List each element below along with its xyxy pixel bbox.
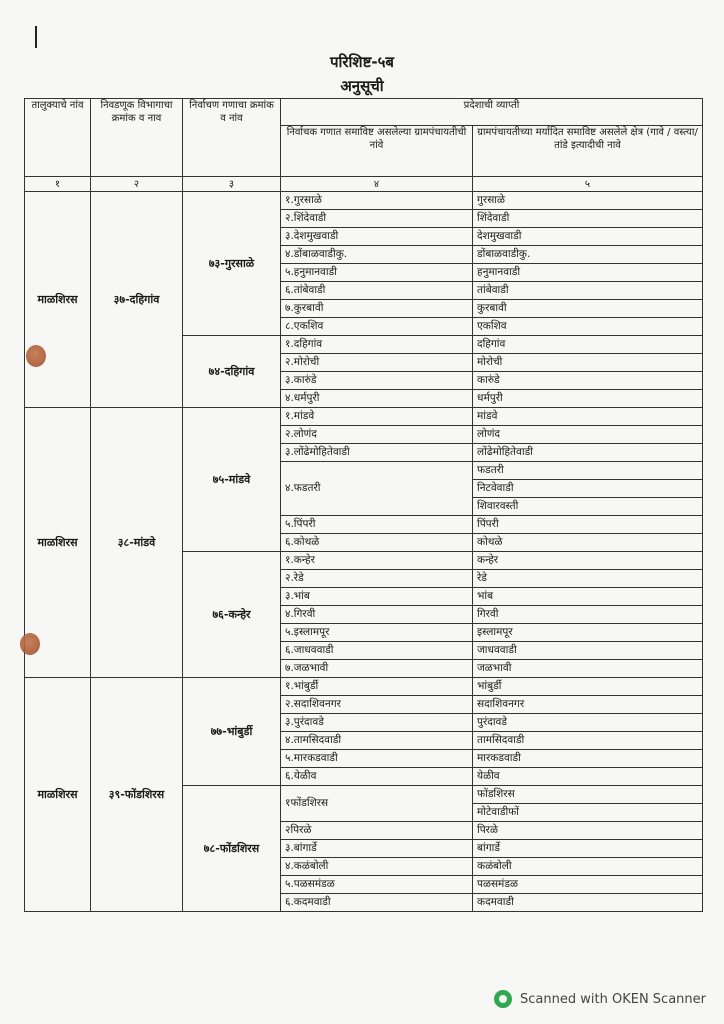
- col-number: ३: [183, 177, 281, 192]
- gram-panchayat-name: ८.एकशिव: [281, 318, 473, 336]
- gram-panchayat-name: ३.भांब: [281, 588, 473, 606]
- area-name: कन्हेर: [473, 552, 703, 570]
- area-name: जळभावी: [473, 660, 703, 678]
- gram-panchayat-name: १.भांबुर्डी: [281, 678, 473, 696]
- area-name: कोथळे: [473, 534, 703, 552]
- gram-panchayat-name: १.दहिगांव: [281, 336, 473, 354]
- gram-panchayat-name: ३.पुरंदावडे: [281, 714, 473, 732]
- gram-panchayat-name: ५.मारकडवाडी: [281, 750, 473, 768]
- area-name: गुरसाळे: [473, 192, 703, 210]
- gram-panchayat-name: ५.इस्लामपूर: [281, 624, 473, 642]
- gram-panchayat-name: १फोंडशिरस: [281, 786, 473, 822]
- area-name: सदाशिवनगर: [473, 696, 703, 714]
- area-name: मांडवे: [473, 408, 703, 426]
- col-number: २: [91, 177, 183, 192]
- taluka-name: माळशिरस: [25, 408, 91, 678]
- area-name: पिरळे: [473, 822, 703, 840]
- scanner-watermark: [494, 990, 706, 1008]
- area-name: दहिगांव: [473, 336, 703, 354]
- table-body: [25, 192, 703, 912]
- area-name: मारकडवाडी: [473, 750, 703, 768]
- col-number: ४: [281, 177, 473, 192]
- gram-panchayat-name: २.लोणंद: [281, 426, 473, 444]
- area-name: इस्लामपूर: [473, 624, 703, 642]
- col-extent-header: प्रदेशाची व्याप्ती: [281, 99, 703, 126]
- gram-panchayat-name: ४.कळंबोली: [281, 858, 473, 876]
- area-name: डोंबाळवाडीकु.: [473, 246, 703, 264]
- gram-panchayat-name: १.मांडवे: [281, 408, 473, 426]
- ward-name: ७७-भांबुर्डी: [183, 678, 281, 786]
- area-name: पिंपरी: [473, 516, 703, 534]
- table-row: [25, 408, 703, 426]
- gram-panchayat-name: ६.जाधववाडी: [281, 642, 473, 660]
- gram-panchayat-name: ४.गिरवी: [281, 606, 473, 624]
- ward-name: ७६-कन्हेर: [183, 552, 281, 678]
- area-name: भांबुर्डी: [473, 678, 703, 696]
- area-name: एकशिव: [473, 318, 703, 336]
- gram-panchayat-name: ३.लोंढेमोहितेवाडी: [281, 444, 473, 462]
- ward-name: ७४-दहिगांव: [183, 336, 281, 408]
- col-area-header: ग्रामपंचायतीच्या मर्यादित समाविष्ट असलेले क्षेत्र (गावे / वस्त्या/तांडे इत्यादीची नावे: [473, 126, 703, 177]
- document-subtitle: अनुसूची: [340, 77, 384, 95]
- table-header: [25, 99, 703, 192]
- area-name: लोणंद: [473, 426, 703, 444]
- division-name: ३९-फोंडशिरस: [91, 678, 183, 912]
- scanner-text: Scanned with OKEN Scanner: [520, 991, 706, 1007]
- gram-panchayat-name: ३.देशमुखवाडी: [281, 228, 473, 246]
- document-title: परिशिष्ट-५ब: [330, 53, 394, 71]
- division-name: ३८-मांडवे: [91, 408, 183, 678]
- gram-panchayat-name: ७.कुरबावी: [281, 300, 473, 318]
- gram-panchayat-name: २.सदाशिवनगर: [281, 696, 473, 714]
- area-name: भांब: [473, 588, 703, 606]
- col-number: १: [25, 177, 91, 192]
- area-name: देशमुखवाडी: [473, 228, 703, 246]
- area-name: शिंदेवाडी: [473, 210, 703, 228]
- area-name: निटवेवाडी: [473, 480, 703, 498]
- col-ward-header: निर्वाचण गणाचा क्रमांक व नांव: [183, 99, 281, 177]
- gram-panchayat-name: ६.तांबेवाडी: [281, 282, 473, 300]
- taluka-name: माळशिरस: [25, 678, 91, 912]
- ward-name: ७३-गुरसाळे: [183, 192, 281, 336]
- area-name: फोंडशिरस: [473, 786, 703, 804]
- area-name: पळसमंडळ: [473, 876, 703, 894]
- area-name: कळंबोली: [473, 858, 703, 876]
- gram-panchayat-name: ४.तामसिदवाडी: [281, 732, 473, 750]
- col-division-header: निवडणूक विभागाचा क्रमांक व नाव: [91, 99, 183, 177]
- gram-panchayat-name: ४.धर्मपुरी: [281, 390, 473, 408]
- col-taluka-header: तालुक्याचे नांव: [25, 99, 91, 177]
- ink-stain: [20, 633, 40, 655]
- area-name: मोटेवाडीफों: [473, 804, 703, 822]
- area-name: लोंढेमोहितेवाडी: [473, 444, 703, 462]
- scanner-logo-icon: [494, 990, 512, 1008]
- ink-stain: [26, 345, 46, 367]
- gram-panchayat-name: २पिरळे: [281, 822, 473, 840]
- gram-panchayat-name: ४.फडतरी: [281, 462, 473, 516]
- area-name: तामसिदवाडी: [473, 732, 703, 750]
- col-number: ५: [473, 177, 703, 192]
- area-name: कुरबावी: [473, 300, 703, 318]
- gram-panchayat-name: ५.पिंपरी: [281, 516, 473, 534]
- gram-panchayat-name: ७.जळभावी: [281, 660, 473, 678]
- area-name: रेडे: [473, 570, 703, 588]
- table-row: [25, 192, 703, 210]
- area-name: गिरवी: [473, 606, 703, 624]
- gram-panchayat-name: ६.कोथळे: [281, 534, 473, 552]
- schedule-table: [24, 98, 703, 912]
- area-name: तांबेवाडी: [473, 282, 703, 300]
- margin-mark: [35, 26, 37, 48]
- gram-panchayat-name: २.शिंदेवाडी: [281, 210, 473, 228]
- gram-panchayat-name: ४.डोंबाळवाडीकु.: [281, 246, 473, 264]
- area-name: जाधववाडी: [473, 642, 703, 660]
- gram-panchayat-name: ६.कदमवाडी: [281, 894, 473, 912]
- gram-panchayat-name: ३.कारुंडे: [281, 372, 473, 390]
- gram-panchayat-name: २.रेडे: [281, 570, 473, 588]
- area-name: धर्मपुरी: [473, 390, 703, 408]
- area-name: बांगार्डे: [473, 840, 703, 858]
- gram-panchayat-name: ५.हनुमानवाडी: [281, 264, 473, 282]
- ward-name: ७८-फोंडशिरस: [183, 786, 281, 912]
- gram-panchayat-name: ५.पळसमंडळ: [281, 876, 473, 894]
- area-name: फडतरी: [473, 462, 703, 480]
- gram-panchayat-name: ३.बांगार्डे: [281, 840, 473, 858]
- gram-panchayat-name: १.कन्हेर: [281, 552, 473, 570]
- gram-panchayat-name: २.मोरोची: [281, 354, 473, 372]
- area-name: मोरोची: [473, 354, 703, 372]
- table-row: [25, 678, 703, 696]
- area-name: कारुंडे: [473, 372, 703, 390]
- area-name: हनुमानवाडी: [473, 264, 703, 282]
- area-name: शिवारवस्ती: [473, 498, 703, 516]
- gram-panchayat-name: ६.येळीव: [281, 768, 473, 786]
- gram-panchayat-name: १.गुरसाळे: [281, 192, 473, 210]
- area-name: पुरंदावडे: [473, 714, 703, 732]
- division-name: ३७-दहिगांव: [91, 192, 183, 408]
- col-gp-header: निर्वाचक गणात समाविष्ट असलेल्या ग्रामपंचायतीची नांवे: [281, 126, 473, 177]
- ward-name: ७५-मांडवे: [183, 408, 281, 552]
- area-name: कदमवाडी: [473, 894, 703, 912]
- area-name: येळीव: [473, 768, 703, 786]
- taluka-name: माळशिरस: [25, 192, 91, 408]
